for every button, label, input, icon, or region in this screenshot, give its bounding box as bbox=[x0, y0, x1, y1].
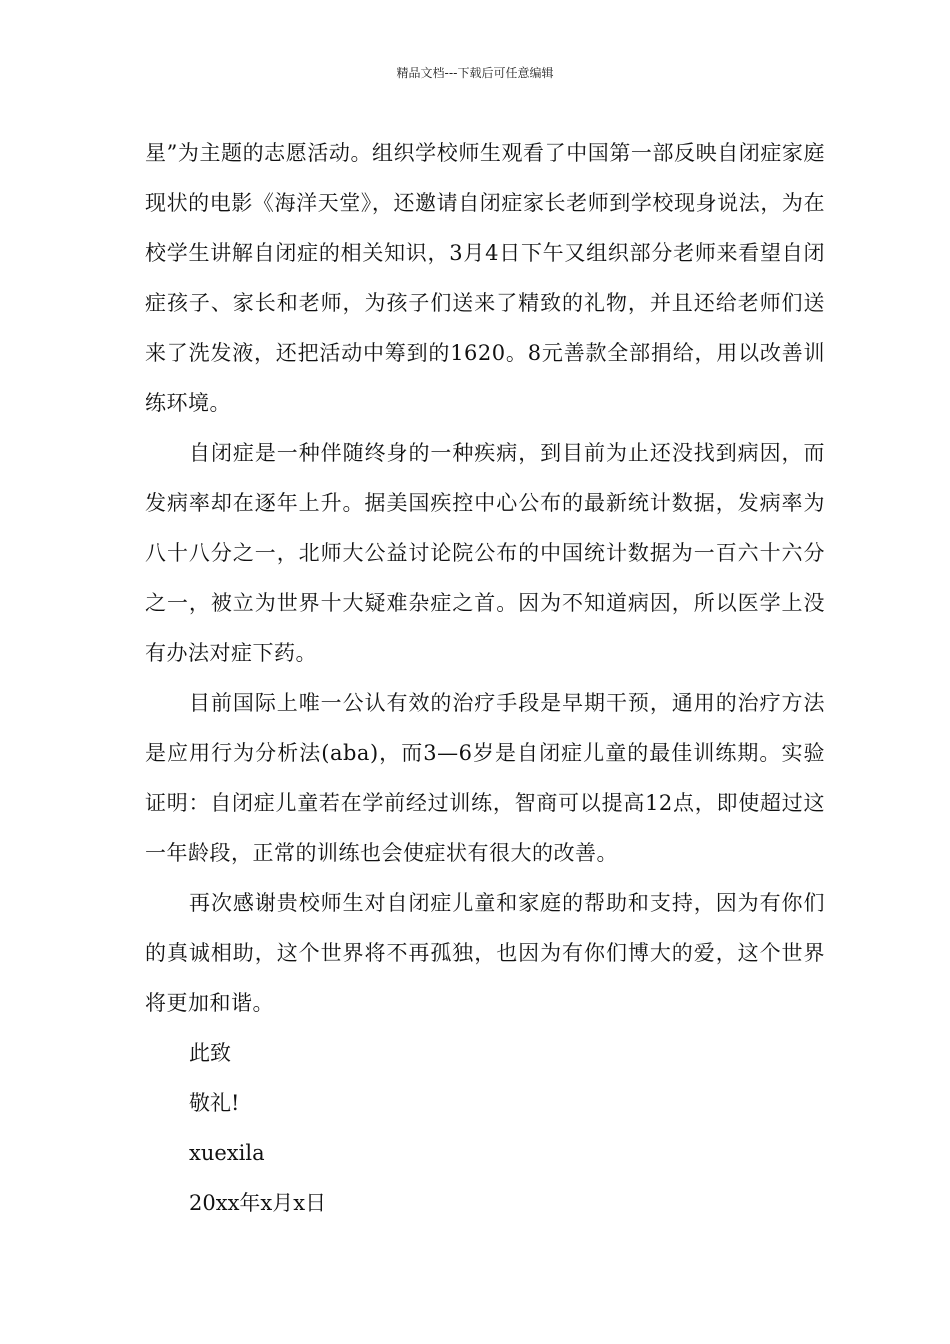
closing-regards: 敬礼! bbox=[189, 1091, 240, 1115]
paragraph-treatment: 目前国际上唯一公认有效的治疗手段是早期干预，通用的治疗方法是应用行为分析法(aba)，而3—6岁是自闭症儿童的最佳训练期。实验证明：自闭症儿童若在学前经过训练，智商可以提高12点，即使超过这一年龄段，正常的训练也会使症状有很大的改善。 bbox=[145, 691, 825, 865]
signature: xuexila bbox=[189, 1141, 265, 1165]
paragraph-continued: 星”为主题的志愿活动。组织学校师生观看了中国第一部反映自闭症家庭现状的电影《海洋天堂》，还邀请自闭症家长老师到学校现身说法，为在校学生讲解自闭症的相关知识，3月4日下午又组织部分老师来看望自闭症孩子、家长和老师，为孩子们送来了精致的礼物，并且还给老师们送来了洗发液，还把活动中筹到的1620。8元善款全部捐给，用以改善训练环境。 bbox=[145, 141, 825, 415]
paragraph-thanks: 再次感谢贵校师生对自闭症儿童和家庭的帮助和支持，因为有你们的真诚相助，这个世界将不再孤独，也因为有你们博大的爱，这个世界将更加和谐。 bbox=[145, 891, 825, 1015]
page-header: 精品文档---下载后可任意编辑 bbox=[396, 66, 554, 80]
document-body bbox=[145, 128, 825, 1228]
date: 20xx年x月x日 bbox=[189, 1191, 327, 1215]
paragraph-autism-overview: 自闭症是一种伴随终身的一种疾病，到目前为止还没找到病因，而发病率却在逐年上升。据美国疾控中心公布的最新统计数据，发病率为八十八分之一，北师大公益讨论院公布的中国统计数据为一百六十六分之一，被立为世界十大疑难杂症之首。因为不知道病因，所以医学上没有办法对症下药。 bbox=[145, 441, 825, 665]
closing-salutation: 此致 bbox=[189, 1041, 231, 1065]
